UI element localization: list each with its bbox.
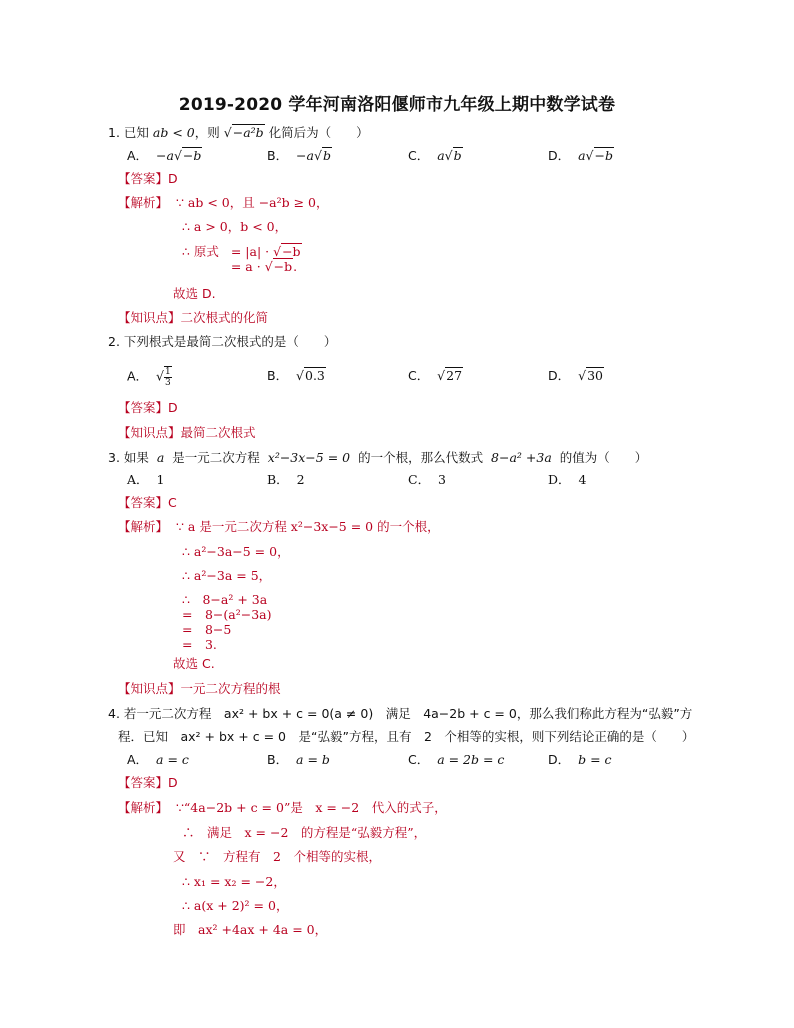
q2-option-a: A． √ $\frac{1}{3}$ — [127, 367, 171, 388]
question-1-stem: 1. 已知 ab < 0，则 √−a²b 化简后为（ ） — [108, 125, 369, 140]
q4-option-b: B． a = b — [267, 752, 330, 767]
question-number: 3. — [108, 450, 120, 465]
q3-analysis-line-4: ∴ 8−a² + 3a — [182, 592, 268, 607]
q1-option-b: B． −a√b — [267, 148, 331, 163]
q4-option-d: D． b = c — [548, 752, 612, 767]
q1-option-a: A． −a√−b — [127, 148, 202, 163]
q3-option-a: A． 1 — [127, 472, 165, 487]
q4-analysis-line-4: ∴ x₁ = x₂ = −2， — [182, 874, 286, 889]
page-title: 2019-2020 学年河南洛阳偃师市九年级上期中数学试卷 — [178, 95, 616, 115]
q4-analysis-line-3: 又 ∵ 方程有 2 个相等的实根， — [173, 849, 381, 864]
question-number: 1. — [108, 125, 120, 140]
q3-option-c: C． 3 — [408, 472, 446, 487]
q3-analysis-line-8: 故选 C. — [173, 656, 215, 671]
sqrt-expression: √−a²b — [223, 125, 264, 140]
q4-analysis-line-5: ∴ a(x + 2)² = 0， — [182, 898, 289, 913]
q3-answer: 【答案】C — [118, 495, 177, 510]
q1-analysis-line-3: ∴ 原式 = |a| · √−b — [182, 244, 301, 259]
q4-analysis-line-1: 【解析】 ∵“4a−2b + c = 0”是 x = −2 代入的式子， — [118, 800, 447, 815]
q4-option-c: C． a = 2b = c — [408, 752, 505, 767]
q2-answer: 【答案】D — [118, 400, 178, 415]
q4-answer: 【答案】D — [118, 775, 178, 790]
q2-option-b: B． √0.3 — [267, 368, 325, 383]
q1-analysis-line-1: 【解析】 ∵ ab < 0，且 −a²b ≥ 0， — [118, 195, 329, 210]
q4-option-a: A． a = c — [127, 752, 189, 767]
q3-analysis-line-1: 【解析】 ∵ a 是一元二次方程 x²−3x−5 = 0 的一个根， — [118, 519, 440, 534]
q2-knowledge: 【知识点】最简二次根式 — [118, 425, 256, 440]
q3-analysis-line-5: = 8−(a²−3a) — [182, 607, 272, 622]
q1-knowledge: 【知识点】二次根式的化简 — [118, 310, 269, 325]
q1-analysis-line-2: ∴ a > 0，b < 0， — [182, 219, 288, 234]
question-number: 4. — [108, 706, 120, 721]
q4-analysis-line-6: 即 ax² +4ax + 4a = 0， — [173, 922, 328, 937]
q1-option-d: D． a√−b — [548, 148, 613, 163]
q3-analysis-line-6: = 8−5 — [182, 622, 232, 637]
q3-analysis-line-2: ∴ a²−3a−5 = 0， — [182, 544, 290, 559]
question-4-stem-line-1: 4. 若一元二次方程 ax² + bx + c = 0(a ≠ 0) 满足 4a−2b + c = 0，那么我们称此方程为“弘毅”方 — [108, 706, 693, 721]
q1-analysis-line-4: = a · √−b. — [230, 259, 298, 274]
q3-analysis-line-3: ∴ a²−3a = 5， — [182, 568, 272, 583]
q2-option-d: D． √30 — [548, 368, 603, 383]
q4-analysis-line-2: ∴ 满足 x = −2 的方程是“弘毅方程”， — [182, 825, 427, 840]
q1-analysis-line-5: 故选 D. — [173, 286, 216, 301]
question-number: 2. — [108, 334, 120, 349]
question-3-stem: 3. 如果 a 是一元二次方程 x²−3x−5 = 0 的一个根，那么代数式 8−a² +3a 的值为（ ） — [108, 450, 648, 465]
question-2-stem: 2. 下列根式是最简二次根式的是（ ） — [108, 334, 337, 349]
question-4-stem-line-2: 程．已知 ax² + bx + c = 0 是“弘毅”方程，且有 2 个相等的实根，则下列结论正确的是（ ） — [118, 729, 695, 744]
q1-answer: 【答案】D — [118, 171, 178, 186]
q3-option-b: B． 2 — [267, 472, 305, 487]
q3-option-d: D． 4 — [548, 472, 587, 487]
q3-knowledge: 【知识点】一元二次方程的根 — [118, 681, 281, 696]
q1-option-c: C． a√b — [408, 148, 462, 163]
q2-option-c: C． √27 — [408, 368, 463, 383]
q3-analysis-line-7: = 3. — [182, 637, 217, 652]
